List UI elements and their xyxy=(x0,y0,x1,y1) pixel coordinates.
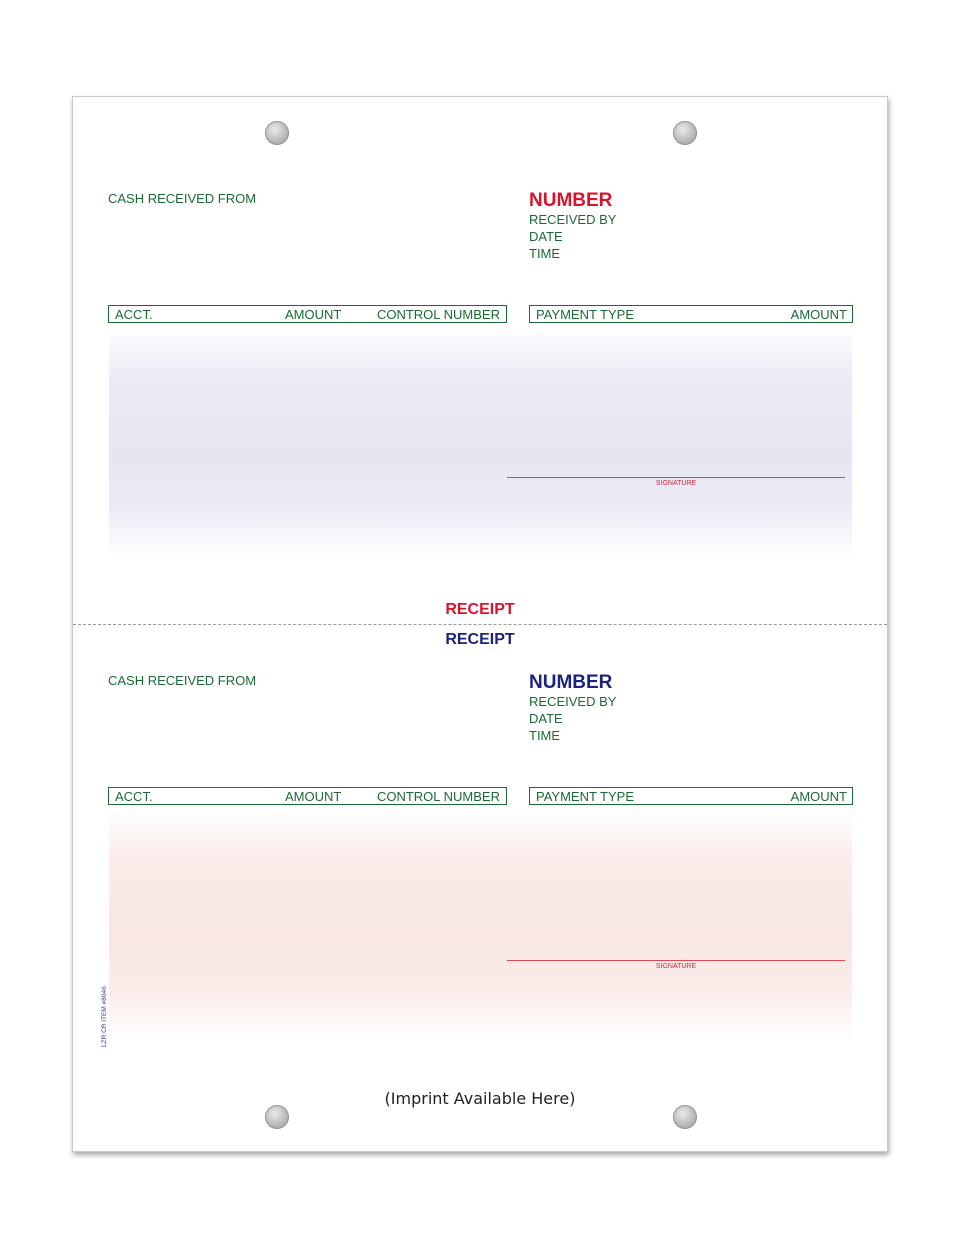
receipt-title: RECEIPT xyxy=(445,601,515,618)
signature-line-bottom xyxy=(507,960,845,961)
binder-hole-bottom-right xyxy=(673,1105,697,1129)
number-title: NUMBER xyxy=(529,190,613,211)
imprint-area-text: (Imprint Available Here) xyxy=(384,1089,576,1108)
receipt-title-bottom: RECEIPT xyxy=(445,631,515,648)
date-label: DATE xyxy=(529,229,563,244)
account-table-header xyxy=(108,305,507,323)
security-tint-band-bottom xyxy=(109,809,852,1041)
received-by-label-bottom: RECEIVED BY xyxy=(529,694,617,709)
payment-amount-column-header: AMOUNT xyxy=(790,307,847,322)
amount-column-header: AMOUNT xyxy=(285,307,342,322)
acct-column-header-bottom: ACCT. xyxy=(115,789,153,804)
acct-column-header: ACCT. xyxy=(115,307,153,322)
binder-hole-bottom-left xyxy=(265,1105,289,1129)
item-code: LZR CR ITEM #8046 xyxy=(101,986,108,1047)
payment-type-column-header: PAYMENT TYPE xyxy=(536,307,635,322)
time-label: TIME xyxy=(529,246,561,261)
date-label-bottom: DATE xyxy=(529,711,563,726)
control-number-column-header: CONTROL NUMBER xyxy=(376,307,500,322)
binder-hole-top-right xyxy=(673,121,697,145)
signature-label-bottom: SIGNATURE xyxy=(655,963,697,970)
control-number-column-header-bottom: CONTROL NUMBER xyxy=(376,789,500,804)
security-tint-band xyxy=(109,327,852,559)
perforation-line xyxy=(73,624,887,625)
number-title-bottom: NUMBER xyxy=(529,672,613,693)
binder-hole-top-left xyxy=(265,121,289,145)
signature-label: SIGNATURE xyxy=(655,480,697,487)
payment-table-header-bottom xyxy=(529,787,853,805)
cash-received-from-label-bottom: CASH RECEIVED FROM xyxy=(108,673,257,688)
check-form-sheet xyxy=(72,96,888,1152)
received-by-label: RECEIVED BY xyxy=(529,212,617,227)
signature-line xyxy=(507,477,845,478)
cash-received-from-label: CASH RECEIVED FROM xyxy=(108,191,257,206)
time-label-bottom: TIME xyxy=(529,728,561,743)
payment-table-header xyxy=(529,305,853,323)
payment-amount-column-header-bottom: AMOUNT xyxy=(790,789,847,804)
amount-column-header-bottom: AMOUNT xyxy=(285,789,342,804)
account-table-header-bottom xyxy=(108,787,507,805)
payment-type-column-header-bottom: PAYMENT TYPE xyxy=(536,789,635,804)
